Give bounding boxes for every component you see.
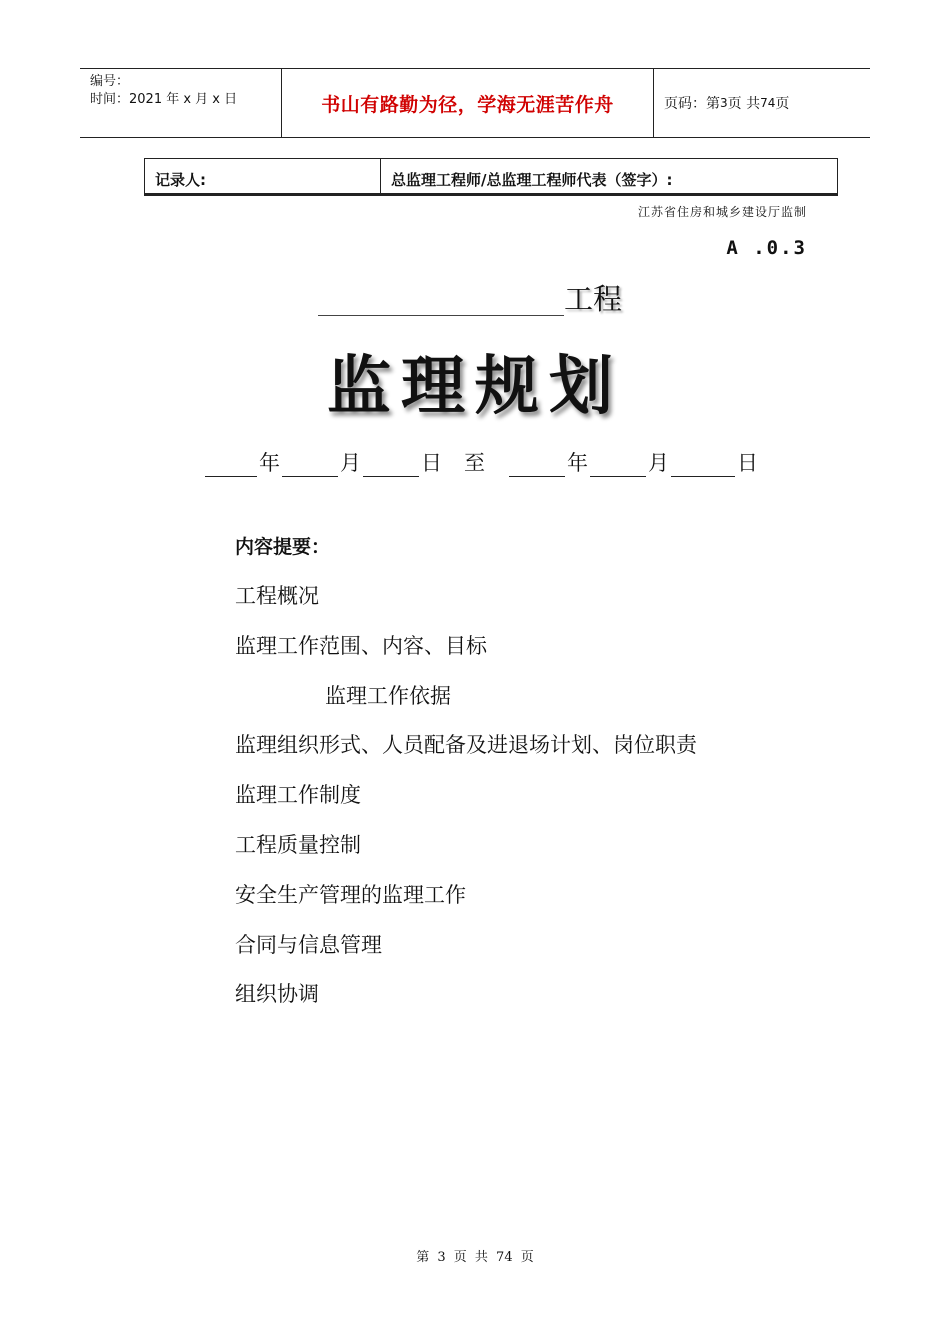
page-end: 页 — [775, 96, 790, 112]
header-info-cell — [80, 69, 282, 137]
document-number-label: 编号： — [90, 74, 130, 89]
project-suffix: 工程 — [564, 282, 623, 316]
record-signature-table — [144, 158, 838, 196]
form-code: A .0.3 — [726, 237, 807, 259]
month-label-2: 月 — [648, 451, 669, 475]
year-label-2: 年 — [567, 451, 588, 475]
header-motto: 书山有路勤为径，学海无涯苦作舟 — [282, 69, 654, 137]
day-label: 日 — [421, 451, 442, 475]
contents-item: 组织协调 — [235, 982, 319, 1007]
year-label: 年 — [259, 451, 280, 475]
month-blank-2 — [590, 450, 646, 477]
header-page-info — [654, 69, 870, 137]
signature-cell: 总监理工程师/总监理工程师代表（签字）: — [391, 171, 673, 189]
page-total: 74 — [760, 96, 776, 110]
page-mid: 页 共 — [727, 96, 761, 112]
project-name-line — [318, 282, 622, 316]
contents-item: 监理工作制度 — [235, 783, 361, 808]
date-range — [203, 449, 758, 477]
month-blank — [282, 450, 338, 477]
year-blank-2 — [509, 450, 565, 477]
contents-summary — [235, 532, 697, 1029]
day-blank — [363, 450, 419, 477]
year-blank — [205, 450, 257, 477]
contents-item: 安全生产管理的监理工作 — [235, 882, 466, 907]
day-blank-2 — [671, 450, 735, 477]
day-label-2: 日 — [737, 451, 758, 475]
contents-item: 合同与信息管理 — [235, 932, 382, 957]
page-label: 页码：第 — [664, 96, 720, 112]
contents-item: 监理工作依据 — [325, 683, 451, 708]
issuer-text: 江苏省住房和城乡建设厅监制 — [637, 205, 807, 219]
document-time-label: 时间：2021 年 x 月 x 日 — [90, 92, 238, 107]
contents-item: 监理组织形式、人员配备及进退场计划、岗位职责 — [235, 733, 697, 758]
to-label: 至 — [464, 451, 485, 475]
contents-heading: 内容提要： — [235, 536, 331, 558]
main-title: 监理规划 — [327, 350, 623, 424]
contents-item: 工程质量控制 — [235, 832, 361, 857]
project-name-blank — [318, 281, 564, 316]
contents-item: 工程概况 — [235, 584, 319, 608]
contents-item: 监理工作范围、内容、目标 — [235, 633, 487, 658]
page-header — [80, 68, 870, 138]
month-label: 月 — [340, 451, 361, 475]
page-footer: 第 3 页 共 74 页 — [416, 1250, 534, 1265]
recorder-cell: 记录人: — [145, 159, 381, 193]
page-current: 3 — [720, 96, 728, 110]
